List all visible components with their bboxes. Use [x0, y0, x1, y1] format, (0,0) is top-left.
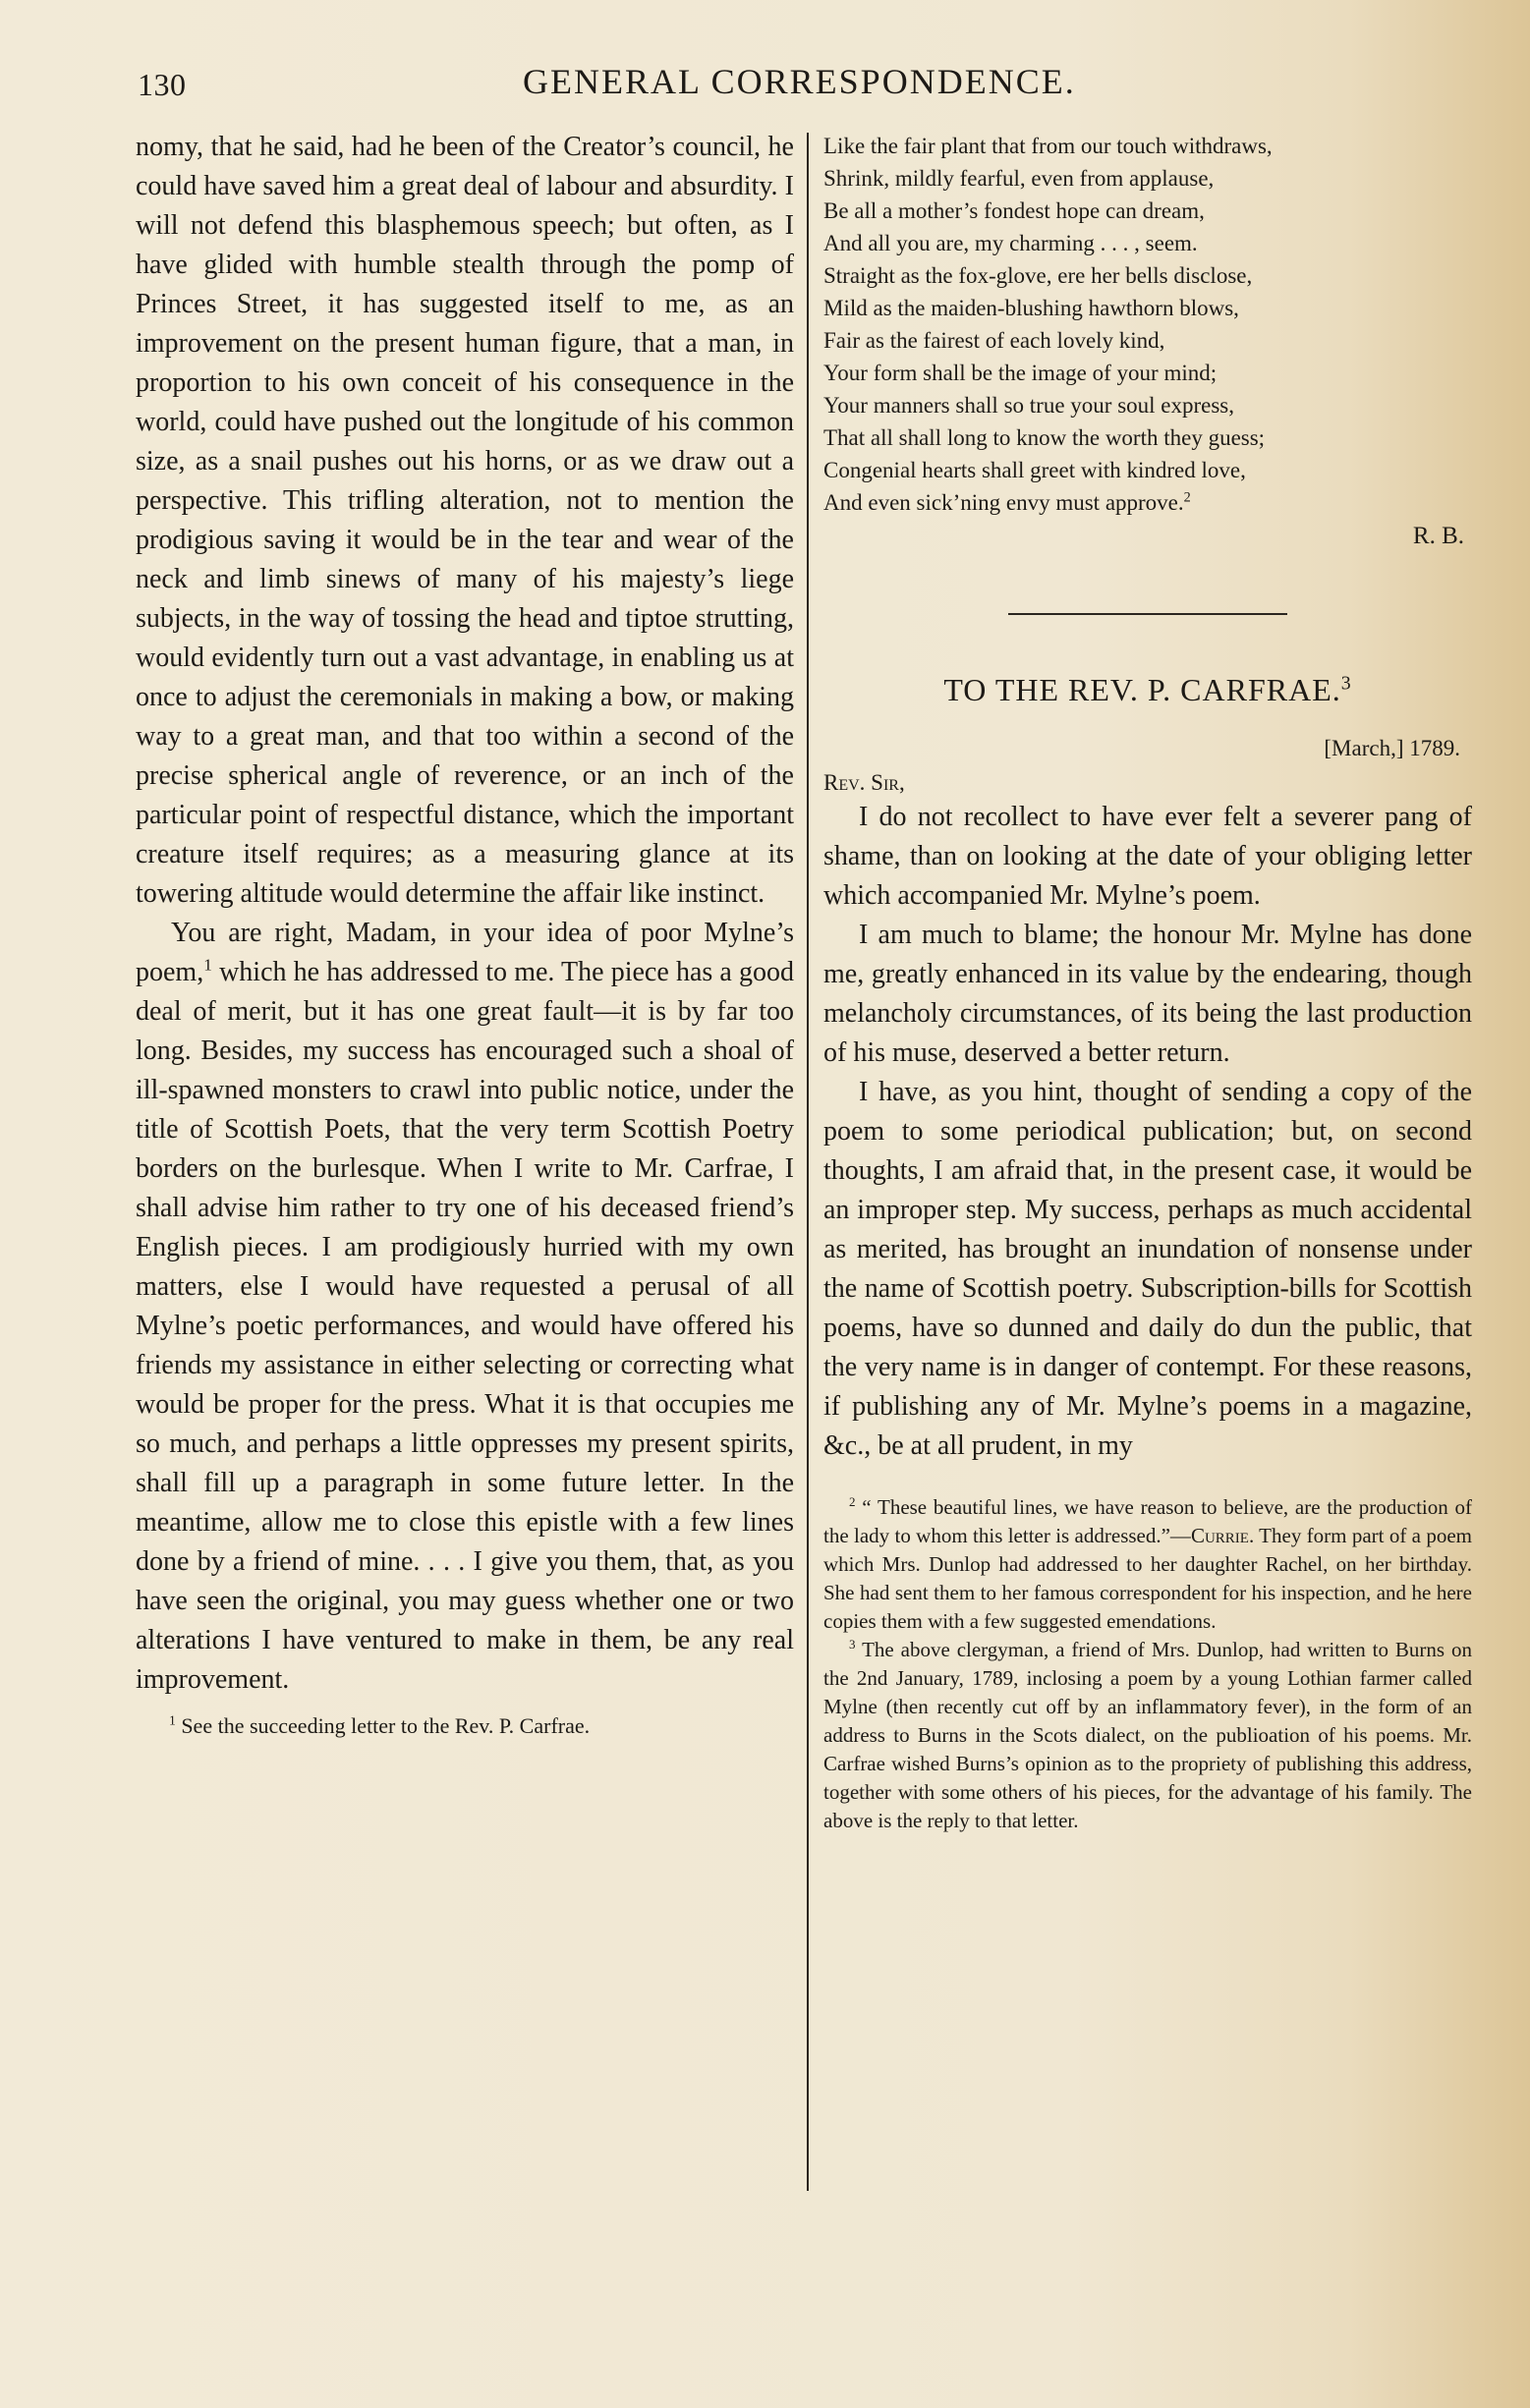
- poem-line: Be all a mother’s fondest hope can dream,: [823, 198, 1205, 223]
- footnote: [823, 1636, 1472, 1835]
- poem-line: Shrink, mildly fearful, even from applause,: [823, 166, 1215, 191]
- left-column: [136, 128, 794, 1741]
- footnote-text: “ These beautiful lines, we have reason to believe, are the production of the lady to whom this letter is addressed.”—: [823, 1495, 1472, 1547]
- poem-line: That all shall long to know the worth they guess;: [823, 425, 1266, 450]
- footnote-text: The above clergyman, a friend of Mrs. Dunlop, had written to Burns on the 2nd January, 1789, inclosing a poem by a young Lothian farmer called Mylne (then recently cut off by an inflammatory fever), in the form of an address to Burns in the Scots dialect, on the publioation of his poems. Mr. Carfrae wished Burns’s opinion as to the propriety of publishing this address, together with some others of his pieces, for the advantage of his family. The above is the reply to that letter.: [823, 1638, 1472, 1832]
- letter-date: [March,] 1789.: [1324, 736, 1460, 760]
- footnote: [136, 1711, 794, 1741]
- paragraph-text: which he has addressed to me. The piece has a good deal of merit, but it has one great fault—it is by far too long. Besides, my success has encouraged such a shoal of ill-spawned monsters to crawl into public notice, under the title of Scottish Poets, that the very term Scottish Poetry borders on the burlesque. When I write to Mr. Carfrae, I shall advise him rather to try one of his deceased friend’s English pieces. I am prodigiously hurried with my own matters, else I would have requested a perusal of all Mylne’s poetic performances, and would have offered his friends my assistance in either selecting or correcting what would be proper for the press. What it is that occupies me so much, and perhaps a little oppresses my present spirits, shall fill up a paragraph in some future letter. In the meantime, allow me to close this epistle with a few lines done by a friend of mine. . . . I give you them, that, as you have seen the original, you may guess whether one or two alterations I have ventured to make in them, be any real improvement.: [136, 957, 795, 1695]
- section-rule: [1008, 613, 1287, 615]
- footnote-text: They form part of a poem which Mrs. Dunlop had addressed to her daughter Rachel, on her birthday. She had sent them to her famous correspondent for his inspection, and he here copies them with a few suggested emendations.: [823, 1524, 1472, 1633]
- column-divider: [807, 133, 809, 2191]
- footnote: [823, 1493, 1472, 1636]
- poem-line: Mild as the maiden-blushing hawthorn blows,: [823, 296, 1239, 320]
- footnote-marker: 3: [1340, 672, 1352, 695]
- poem-line: Congenial hearts shall greet with kindred love,: [823, 458, 1246, 482]
- poem-line: Your manners shall so true your soul express,: [823, 393, 1235, 418]
- poem: [823, 130, 1472, 519]
- footnote-number: 3: [849, 1637, 856, 1652]
- poem-line: Your form shall be the image of your mind;: [823, 361, 1218, 385]
- letter-heading: [823, 668, 1472, 711]
- footnote-number: 1: [169, 1712, 176, 1728]
- poem-line: Like the fair plant that from our touch withdraws,: [823, 134, 1273, 158]
- poem-line: And all you are, my charming . . . , seem.: [823, 231, 1198, 255]
- poem-line: Fair as the fairest of each lovely kind,: [823, 328, 1165, 353]
- letter-paragraph: I have, as you hint, thought of sending a copy of the poem to some periodical publication; but, on second thoughts, I am afraid that, in the present case, it would be an improper step. My success, perhaps as much accidental as merited, has brought an inundation of nonsense under the name of Scottish poetry. Subscription-bills for Scottish poems, have so dunned and daily do dun the public, that the very name is in danger of contempt. For these reasons, if publishing any of Mr. Mylne’s poems in a magazine, &c., be at all prudent, in my: [823, 1077, 1472, 1461]
- signature: R. B.: [1412, 523, 1464, 549]
- running-title: GENERAL CORRESPONDENCE.: [523, 62, 1076, 101]
- letter-paragraph: [136, 914, 794, 1700]
- letter-paragraph: nomy, that he said, had he been of the Creator’s council, he could have saved him a great deal of labour and absurdity. I will not defend this blasphemous speech; but often, as I have glided with humble stealth through the pomp of Princes Street, it has suggested itself to me, as an improvement on the present human figure, that a man, in proportion to his own conceit of his consequence in the world, could have pushed out the longitude of his common size, as a snail pushes out his horns, or as we draw out a perspective. This trifling alteration, not to mention the prodigious saving it would be in the tear and wear of the neck and limb sinews of many of his majesty’s liege subjects, in the way of tossing the head and tiptoe strutting, would evidently turn out a vast advantage, in enabling us at once to adjust the ceremonials in making a bow, or making way to a great man, and that too within a second of the precise spherical angle of reverence, or an inch of the particular point of respectful distance, which the important creature itself requires; as a measuring glance at its towering altitude would determine the affair like instinct.: [136, 132, 794, 909]
- footnote-number: 2: [849, 1494, 856, 1509]
- letter-paragraph: I am much to blame; the honour Mr. Mylne has done me, greatly enhanced in its value by the endearing, though melancholy circumstances, of its being the last production of his muse, deserved a better return.: [823, 920, 1472, 1068]
- poem-line: Straight as the fox-glove, ere her bells disclose,: [823, 263, 1253, 288]
- page-number: 130: [138, 67, 187, 102]
- running-head: [138, 61, 1120, 110]
- footnotes: [823, 1493, 1472, 1835]
- poem-line: [823, 486, 1472, 519]
- footnote-marker: 2: [1183, 489, 1191, 506]
- salutation: Rev. Sir,: [823, 770, 905, 795]
- right-column: [823, 128, 1472, 1835]
- footnote-marker: 1: [203, 955, 212, 975]
- footnote-text: See the succeeding letter to the Rev. P. Carfrae.: [181, 1713, 591, 1738]
- letter-heading-text: TO THE REV. P. CARFRAE.: [943, 672, 1341, 707]
- footnote-attribution: Currie.: [1190, 1524, 1255, 1547]
- poem-line-text: And even sick’ning envy must approve.: [823, 490, 1184, 515]
- paragraph-text: You are right, Madam, in your idea of poor Mylne’s poem,: [136, 918, 794, 987]
- letter-paragraph: I do not recollect to have ever felt a severer pang of shame, than on looking at the date of your obliging letter which accompanied Mr. Mylne’s poem.: [823, 802, 1472, 911]
